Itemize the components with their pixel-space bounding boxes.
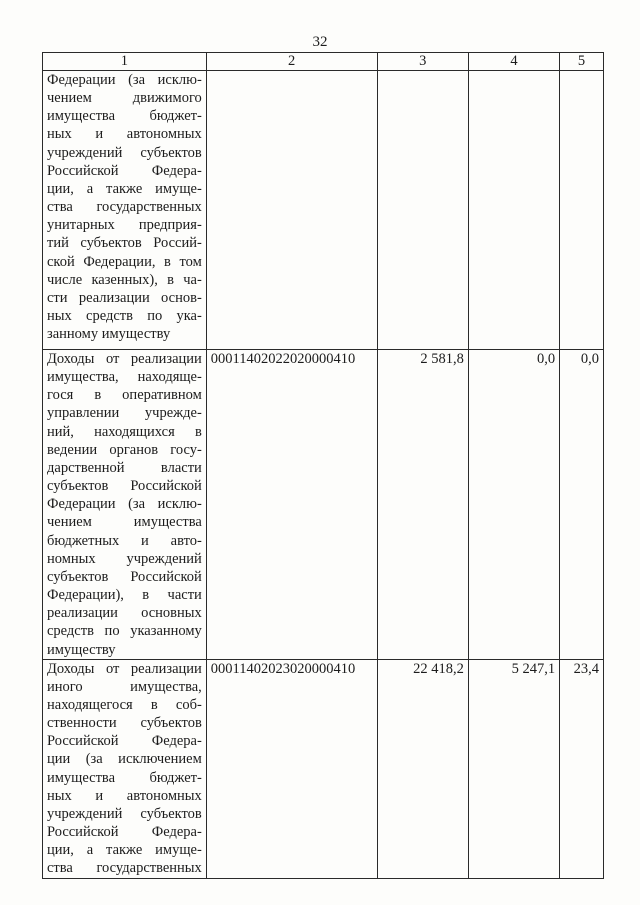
description-line: Российской Федера- bbox=[47, 162, 202, 179]
row-description bbox=[43, 350, 207, 660]
description-line: ведении органов госу- bbox=[47, 441, 202, 458]
description-line: номных учреждений bbox=[47, 550, 202, 567]
row-value-col3: 22 418,2 bbox=[377, 659, 468, 878]
description-line: дарственной власти bbox=[47, 459, 202, 476]
description-line: ции (за исключением bbox=[47, 751, 202, 768]
table-row bbox=[43, 71, 604, 350]
table-row bbox=[43, 350, 604, 660]
description-line: чением имущества bbox=[47, 514, 202, 531]
description-line: учреждений субъектов bbox=[47, 144, 202, 161]
description-line: учреждений субъектов bbox=[47, 805, 202, 822]
description-line: Российской Федера- bbox=[47, 733, 202, 750]
header-col-4: 4 bbox=[468, 53, 559, 71]
description-line: чением движимого bbox=[47, 90, 202, 107]
description-line: ных средств по ука- bbox=[47, 308, 202, 325]
description-line: тий субъектов Россий- bbox=[47, 235, 202, 252]
row-value-col4: 0,0 bbox=[468, 350, 559, 660]
description-line: управлении учрежде- bbox=[47, 405, 202, 422]
description-line: Доходы от реализации bbox=[47, 660, 202, 677]
description-line: ции, а также имуще- bbox=[47, 842, 202, 859]
description-line: реализации основных bbox=[47, 605, 202, 622]
description-line: иного имущества, bbox=[47, 678, 202, 695]
row-value-col5: 0,0 bbox=[560, 350, 604, 660]
description-line: унитарных предприя- bbox=[47, 217, 202, 234]
description-line: находящегося в соб- bbox=[47, 696, 202, 713]
page-number: 32 bbox=[312, 34, 328, 50]
description-line: ных и автономных bbox=[47, 126, 202, 143]
table-row bbox=[43, 659, 604, 878]
description-line: ской Федерации, в том bbox=[47, 253, 202, 270]
description-line: ний, находящихся в bbox=[47, 423, 202, 440]
description-line: Федерации (за исклю- bbox=[47, 72, 202, 88]
description-line: бюджетных и авто- bbox=[47, 532, 202, 549]
description-line: сти реализации основ- bbox=[47, 289, 202, 306]
description-line: имущества бюджет- bbox=[47, 108, 202, 125]
header-col-2: 2 bbox=[206, 53, 377, 71]
row-code: 00011402022020000410 bbox=[206, 350, 377, 660]
header-col-5: 5 bbox=[560, 53, 604, 71]
description-line: Федерации (за исклю- bbox=[47, 496, 202, 513]
description-line: имущества бюджет- bbox=[47, 769, 202, 786]
description-line: Доходы от реализации bbox=[47, 351, 202, 367]
row-code bbox=[206, 71, 377, 350]
row-description bbox=[43, 659, 207, 878]
description-line: ства государственных bbox=[47, 860, 202, 877]
row-value-col3: 2 581,8 bbox=[377, 350, 468, 660]
description-line: занному имуществу bbox=[47, 326, 171, 343]
description-line: субъектов Российской bbox=[47, 568, 202, 585]
description-line: ции, а также имуще- bbox=[47, 180, 202, 197]
table-header-row bbox=[43, 53, 604, 71]
description-line: имущества, находяще- bbox=[47, 369, 202, 386]
row-value-col4 bbox=[468, 71, 559, 350]
description-line: Федерации), в части bbox=[47, 587, 202, 604]
description-line: числе казенных), в ча- bbox=[47, 271, 202, 288]
row-code: 00011402023020000410 bbox=[206, 659, 377, 878]
row-description bbox=[43, 71, 207, 350]
description-line: средств по указанному bbox=[47, 623, 202, 640]
row-value-col4: 5 247,1 bbox=[468, 659, 559, 878]
description-line: ственности субъектов bbox=[47, 715, 202, 732]
revenue-table bbox=[42, 52, 604, 879]
header-col-1: 1 bbox=[43, 53, 207, 71]
description-line: ства государственных bbox=[47, 199, 202, 216]
description-line: ных и автономных bbox=[47, 787, 202, 804]
description-line: субъектов Российской bbox=[47, 478, 202, 495]
row-value-col5 bbox=[560, 71, 604, 350]
row-value-col5: 23,4 bbox=[560, 659, 604, 878]
description-line: имуществу bbox=[47, 641, 116, 658]
header-col-3: 3 bbox=[377, 53, 468, 71]
description-line: гося в оперативном bbox=[47, 387, 202, 404]
description-line: Российской Федера- bbox=[47, 824, 202, 841]
row-value-col3 bbox=[377, 71, 468, 350]
